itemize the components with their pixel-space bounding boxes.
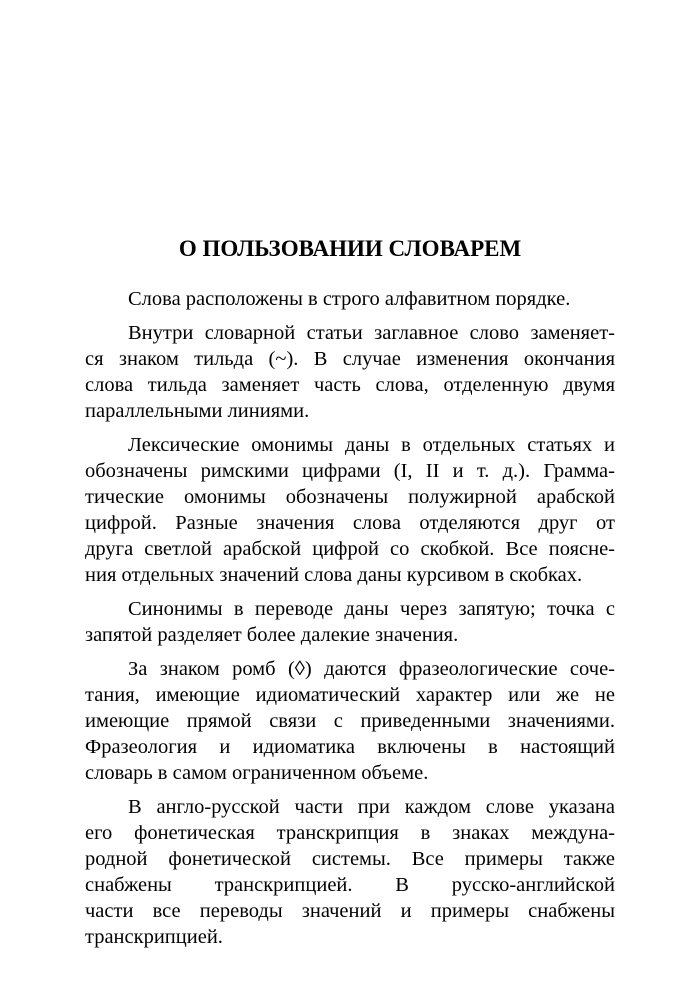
page-title: О ПОЛЬЗОВАНИИ СЛОВАРЕМ: [178, 236, 522, 261]
paragraph-tilde: [85, 320, 615, 424]
text-line: Внутри словарной статьи заглавное слово заменяет-: [128, 322, 615, 344]
text-line: За знаком ромб (◊) даются фразеологические соче-: [128, 658, 615, 680]
text-line: Слова расположены в строго алфавитном порядке.: [128, 288, 571, 310]
text-line: его фонетическая транскрипция в знаках междуна-: [85, 822, 615, 844]
text-line: ся знаком тильда (~). В случае изменения окончания: [85, 348, 615, 370]
paragraph-phraseology: [85, 656, 615, 786]
text-line: параллельными линиями.: [85, 400, 310, 422]
text-line: транскрипцией.: [85, 926, 223, 948]
text-line: Лексические омонимы даны в отдельных статьях и: [128, 434, 615, 456]
paragraph-transcription: [85, 794, 615, 950]
text-line: В англо-русской части при каждом слове указана: [128, 796, 615, 818]
text-line: части все переводы значений и примеры снабжены: [85, 900, 615, 922]
text-line: родной фонетической системы. Все примеры также: [85, 848, 615, 870]
text-line: тические омонимы обозначены полужирной арабской: [85, 486, 615, 508]
text-line: запятой разделяет более далекие значения.: [85, 624, 459, 646]
text-line: тания, имеющие идиоматический характер или же не: [85, 684, 615, 706]
text-line: Синонимы в переводе даны через запятую; точка с: [128, 598, 615, 620]
paragraph-homonyms: [85, 432, 615, 588]
text-line: имеющие прямой связи с приведенными значениями.: [85, 710, 615, 732]
paragraph-synonyms: [85, 596, 615, 648]
body-text: [85, 286, 615, 958]
text-line: обозначены римскими цифрами (I, II и т. д.). Грамма-: [85, 460, 615, 482]
text-line: слова тильда заменяет часть слова, отделенную двумя: [85, 374, 615, 396]
text-line: ния отдельных значений слова даны курсивом в скобках.: [85, 564, 583, 586]
text-line: друга светлой арабской цифрой со скобкой. Все поясне-: [85, 538, 615, 560]
paragraph-alphabetical-order: [85, 286, 615, 312]
text-line: снабжены транскрипцией. В русско-английской: [85, 874, 615, 896]
text-line: цифрой. Разные значения слова отделяются друг от: [85, 512, 615, 534]
text-line: словарь в самом ограниченном объеме.: [85, 762, 429, 784]
text-line: Фразеология и идиоматика включены в настоящий: [85, 736, 615, 758]
